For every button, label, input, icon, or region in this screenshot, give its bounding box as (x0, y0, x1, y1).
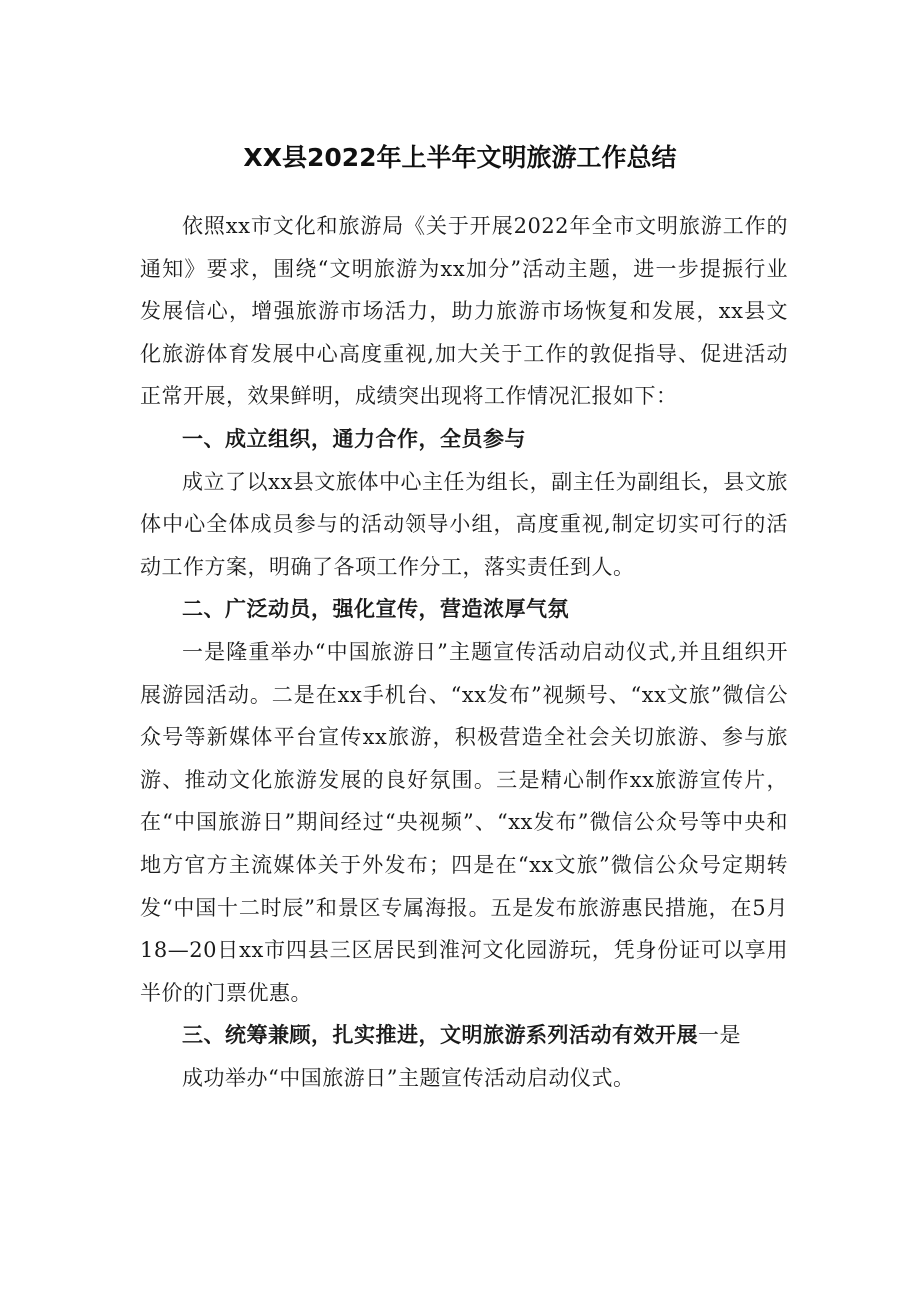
section-3-heading-tail: 一是 (698, 1023, 741, 1048)
section-1-body: 成立了以xx县文旅体中心主任为组长，副主任为副组长，县文旅体中心全体成员参与的活动领导小组，高度重视,制定切实可行的活动工作方案，明确了各项工作分工，落实责任到人。 (140, 469, 788, 579)
section-2-body: 一是隆重举办“中国旅游日”主题宣传活动启动仪式,并且组织开展游园活动。二是在xx手机台、“xx发布”视频号、“xx文旅”微信公众号等新媒体平台宣传xx旅游，积极营造全社会关切旅游、参与旅游、推动文化旅游发展的良好氛围。三是精心制作xx旅游宣传片，在“中国旅游日”期间经过“央视频”、“xx发布”微信公众号等中央和地方官方主流媒体关于外发布；四是在“xx文旅”微信公众号定期转发“中国十二时辰”和景区专属海报。五是发布旅游惠民措施，在5月18—20日xx市四县三区居民到淮河文化园游玩，凭身份证可以享用半价的门票优惠。 (140, 639, 788, 1005)
document-body (140, 205, 788, 1099)
document-title: XX县2022年上半年文明旅游工作总结 (243, 143, 677, 172)
intro-paragraph: 依照xx市文化和旅游局《关于开展2022年全市文明旅游工作的通知》要求，围绕“文明旅游为xx加分”活动主题，进一步提振行业发展信心，增强旅游市场活力，助力旅游市场恢复和发展，xx县文化旅游体育发展中心高度重视,加大关于工作的敦促指导、促进活动正常开展，效果鲜明，成绩突出现将工作情况汇报如下： (140, 214, 788, 409)
section-1-heading: 一、成立组织，通力合作，全员参与 (182, 426, 526, 451)
section-2-heading: 二、广泛动员，强化宣传，营造浓厚气氛 (182, 597, 569, 622)
section-3-heading-line (140, 1014, 788, 1057)
section-3-heading: 三、统筹兼顾，扎实推进，文明旅游系列活动有效开展 (182, 1023, 698, 1048)
section-3-body: 成功举办“中国旅游日”主题宣传活动启动仪式。 (182, 1065, 635, 1090)
